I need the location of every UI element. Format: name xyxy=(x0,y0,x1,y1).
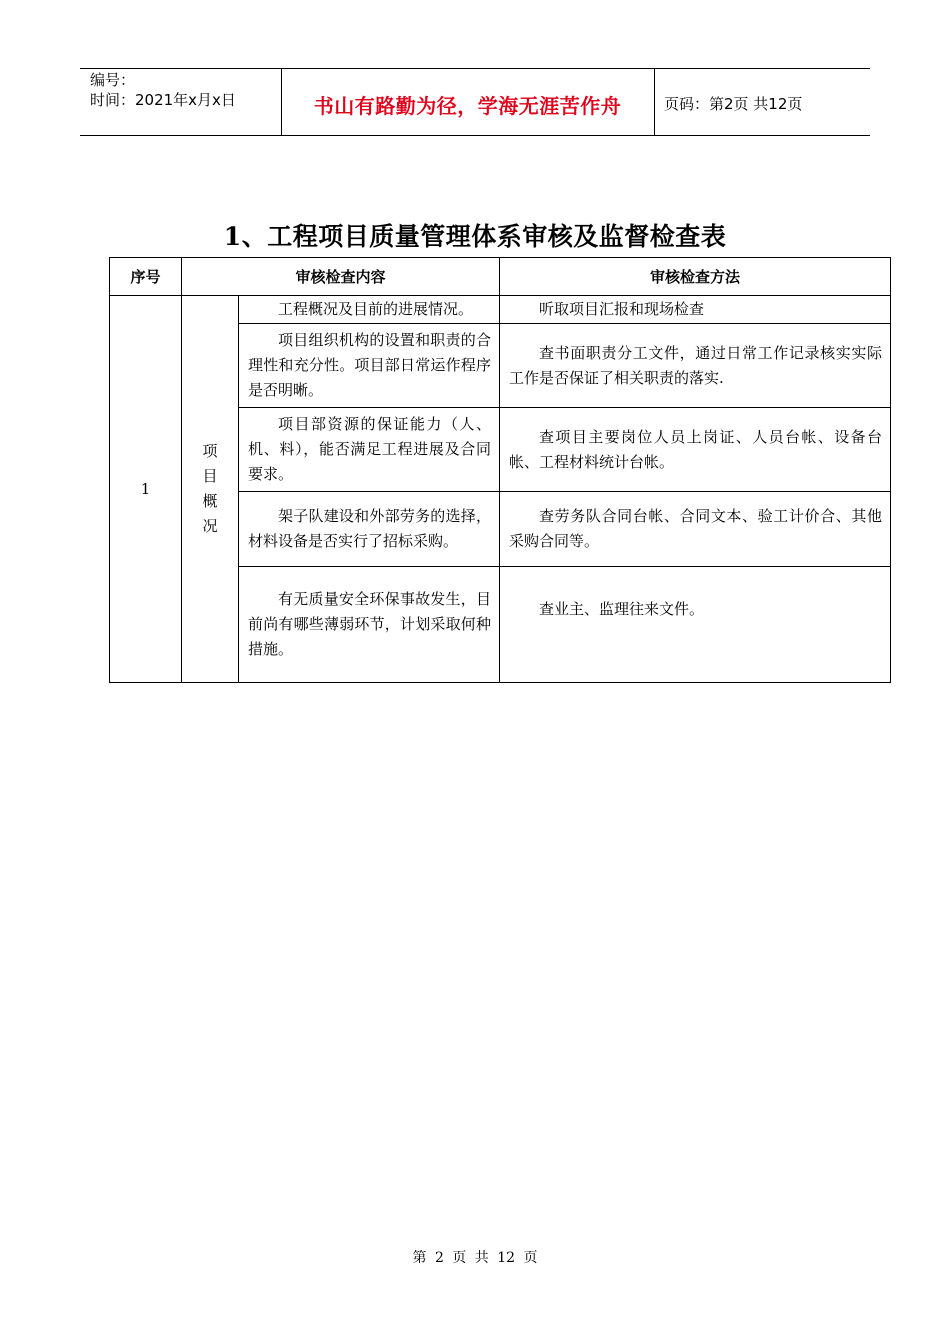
header-seq: 序号 xyxy=(110,258,182,296)
document-date: 时间：2021年x月x日 xyxy=(90,91,236,109)
method-text: 查劳务队合同台帐、合同文本、验工计价合、其他采购合同等。 xyxy=(509,507,883,550)
method-text: 听取项目汇报和现场检查 xyxy=(539,300,705,318)
content-text: 架子队建设和外部劳务的选择，材料设备是否实行了招标采购。 xyxy=(248,507,492,550)
content-cell xyxy=(239,567,500,683)
table-row xyxy=(110,296,891,324)
category-char: 项 xyxy=(202,442,218,460)
content-text: 项目组织机构的设置和职责的合理性和充分性。项目部日常运作程序是否明晰。 xyxy=(248,331,492,399)
category-char: 况 xyxy=(202,517,218,535)
header-meta xyxy=(90,70,236,110)
category-char: 目 xyxy=(202,467,218,485)
header-page-info: 页码：第2页 共12页 xyxy=(664,95,803,113)
content-cell xyxy=(239,296,500,324)
page-footer: 第 2 页 共 12 页 xyxy=(412,1250,538,1266)
method-cell xyxy=(500,492,891,567)
content-cell xyxy=(239,408,500,492)
content-cell xyxy=(239,492,500,567)
seq-cell: 1 xyxy=(110,296,182,683)
header-content: 审核检查内容 xyxy=(182,258,500,296)
category-cell xyxy=(182,296,239,683)
content-text: 工程概况及目前的进展情况。 xyxy=(278,300,474,318)
content-cell xyxy=(239,324,500,408)
document-number-label: 编号： xyxy=(90,71,136,89)
header-method: 审核检查方法 xyxy=(500,258,891,296)
page-title: 1、工程项目质量管理体系审核及监督检查表 xyxy=(223,222,727,251)
header-divider-right xyxy=(654,68,655,135)
category-char: 概 xyxy=(202,492,218,510)
header-motto: 书山有路勤为径，学海无涯苦作舟 xyxy=(313,94,622,118)
audit-checklist-table xyxy=(109,257,891,683)
method-text: 查书面职责分工文件，通过日常工作记录核实实际工作是否保证了相关职责的落实. xyxy=(509,343,883,387)
method-cell xyxy=(500,408,891,492)
method-text: 查业主、监理往来文件。 xyxy=(539,600,705,618)
method-text: 查项目主要岗位人员上岗证、人员台帐、设备台帐、工程材料统计台帐。 xyxy=(509,427,883,471)
header-top-rule xyxy=(80,68,870,69)
method-cell xyxy=(500,324,891,408)
method-cell xyxy=(500,296,891,324)
header-bottom-rule xyxy=(80,135,870,136)
content-text: 有无质量安全环保事故发生，目前尚有哪些薄弱环节，计划采取何种措施。 xyxy=(248,590,492,658)
content-text: 项目部资源的保证能力（人、机、料），能否满足工程进展及合同要求。 xyxy=(248,415,492,483)
table-header-row xyxy=(110,258,891,296)
method-cell xyxy=(500,567,891,683)
